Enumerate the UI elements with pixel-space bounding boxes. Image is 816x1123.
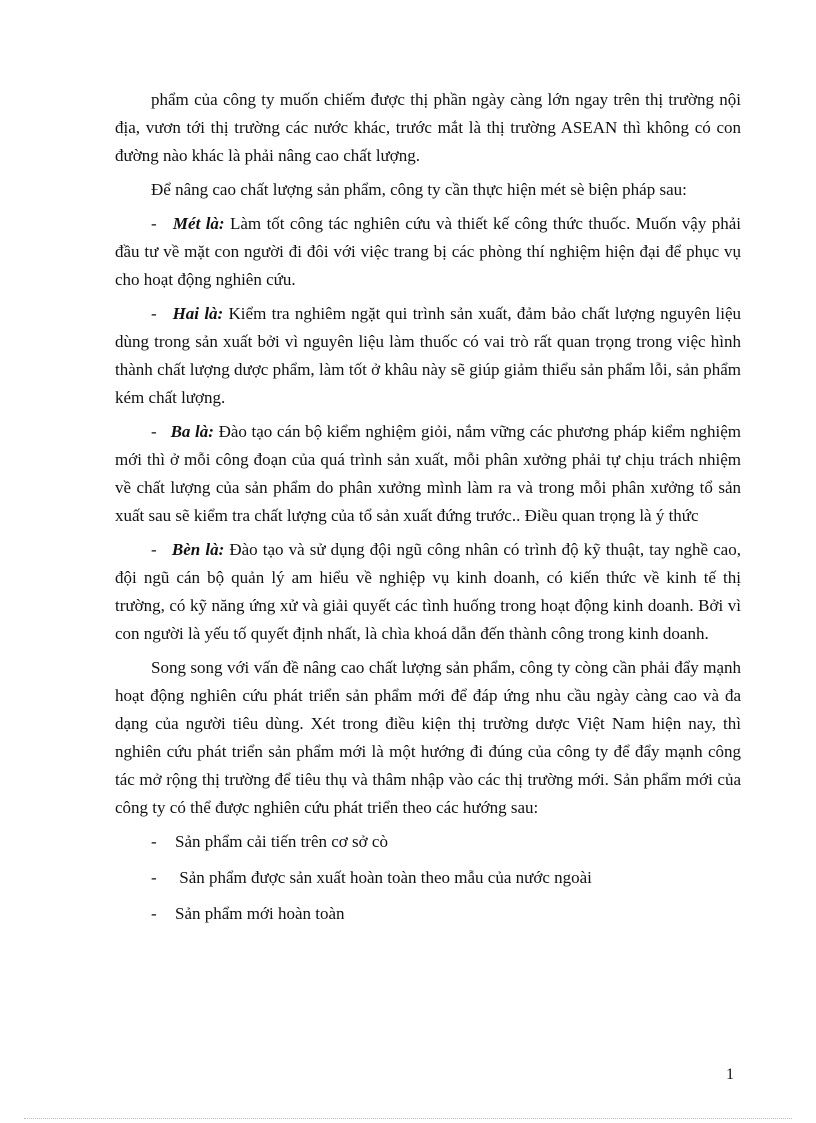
paragraph-intro: phẩm của công ty muốn chiếm được thị phần ngày càng lớn ngay trên thị trường nội địa, vươn tới thị trường các nước khác, trước mắt là thị trường ASEAN thì không có con đường nào khác là phải nâng cao chất lượng. <box>115 90 741 165</box>
list-item-text: Sản phẩm được sản xuất hoàn toàn theo mẫu của nước ngoài <box>175 868 592 887</box>
measure-one <box>115 210 741 294</box>
measure-one-label: Mét là: <box>172 214 225 233</box>
paragraph-measures: Để nâng cao chất lượng sản phẩm, công ty cần thực hiện mét sè biện pháp sau: <box>151 180 687 199</box>
page-content <box>115 86 741 936</box>
measure-three-label: Ba là: <box>170 422 214 441</box>
measure-two-dash: - <box>151 304 157 323</box>
measure-four <box>115 536 741 648</box>
paragraph-new-products: Song song với vấn đề nâng cao chất lượng sản phẩm, công ty còng cần phải đẩy mạnh hoạt động nghiên cứu phát triển sản phẩm mới để đáp ứng nhu cầu ngày càng cao và đa dạng của người tiêu dùng. Xét trong điều kiện thị trường dược Việt Nam hiện nay, thì nghiên cứu phát triển sản phẩm mới là một hướng đi đúng của công ty để đẩy mạnh công tác mở rộng thị trường để tiêu thụ và thâm nhập vào các thị trường mới. Sản phẩm mới của công ty có thể được nghiên cứu phát triển theo các hướng sau: <box>115 658 741 817</box>
measure-two <box>115 300 741 412</box>
measure-two-text: Kiểm tra nghiêm ngặt qui trình sản xuất, đảm bảo chất lượng nguyên liệu dùng trong sản xuất bởi vì nguyên liệu làm thuốc có vai trò rất quan trọng trong việc hình thành chất lượng dược phẩm, làm tốt ở khâu này sẽ giúp giảm thiểu sản phẩm lỗi, sản phẩm kém chất lượng. <box>115 304 741 407</box>
measure-four-dash: - <box>151 540 157 559</box>
list-dash: - <box>151 832 157 851</box>
measure-three-text: Đào tạo cán bộ kiểm nghiệm giỏi, nắm vững các phương pháp kiểm nghiệm mới thì ở mỗi công đoạn của quá trình sản xuất, mỗi phân xưởng phải tự chịu trách nhiệm về chất lượng của sản phẩm do phân xưởng mình làm ra và trong mỗi phân xưởng tổ sản xuất sau sẽ kiểm tra chất lượng của tổ sản xuất đứng trước.. Điều quan trọng là ý thức <box>115 422 741 525</box>
list-item <box>115 900 741 928</box>
list-item-text: Sản phẩm cải tiến trên cơ sở cò <box>175 832 388 851</box>
measure-one-dash: - <box>151 214 157 233</box>
measure-three <box>115 418 741 530</box>
list-item <box>115 864 741 892</box>
measure-four-label: Bèn là: <box>171 540 225 559</box>
list-dash: - <box>151 904 157 923</box>
measure-one-text: Làm tốt công tác nghiên cứu và thiết kế công thức thuốc. Muốn vậy phải đầu tư về mặt con người đi đôi với việc trang bị các phòng thí nghiệm hiện đại để phục vụ cho hoạt động nghiên cứu. <box>115 214 741 289</box>
page-bottom-divider <box>24 1118 792 1119</box>
list-item-text: Sản phẩm mới hoàn toàn <box>175 904 345 923</box>
measure-three-dash: - <box>151 422 157 441</box>
list-dash: - <box>151 868 157 887</box>
measure-two-label: Hai là: <box>172 304 224 323</box>
page-number: 1 <box>726 1066 734 1083</box>
list-item <box>115 828 741 856</box>
measure-four-text: Đào tạo và sử dụng đội ngũ công nhân có trình độ kỹ thuật, tay nghề cao, đội ngũ cán bộ quản lý am hiểu về nghiệp vụ kinh doanh, có kiến thức về kinh tế thị trường, có kỹ năng ứng xử và giải quyết các tình huống trong hoạt động kinh doanh. Bởi vì con người là yếu tố quyết định nhất, là chìa khoá dẫn đến thành công trong kinh doanh. <box>115 540 741 643</box>
